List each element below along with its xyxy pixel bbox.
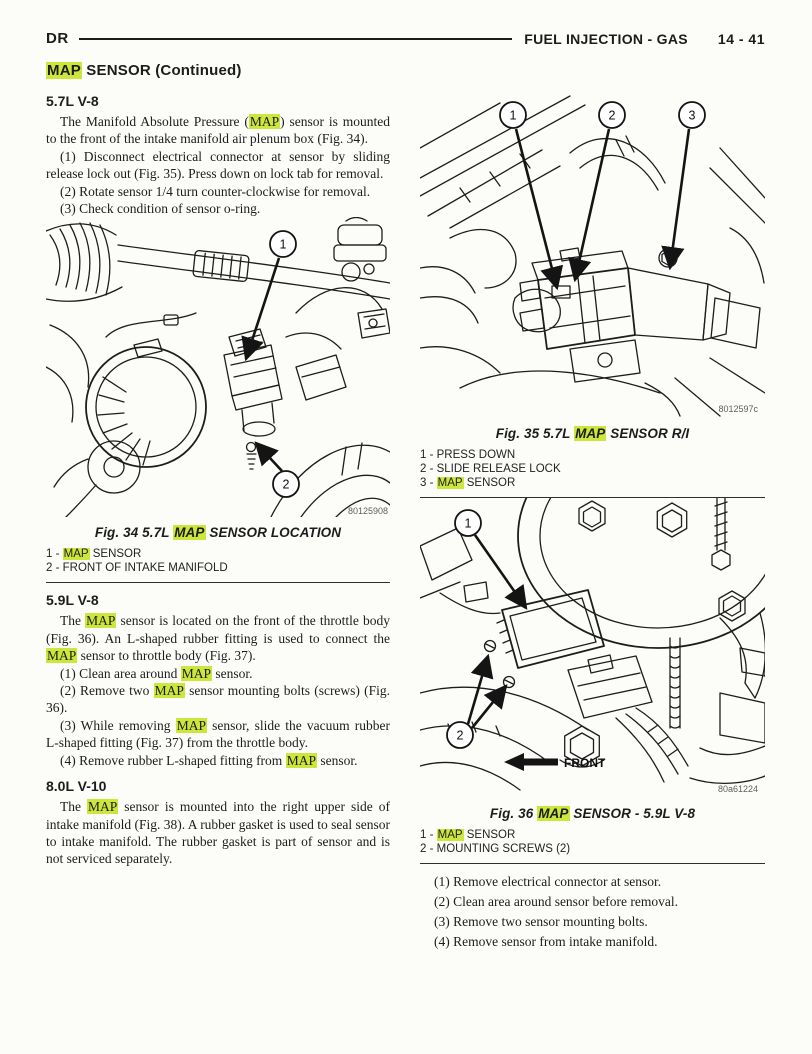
callout-number-1: 1 <box>509 108 517 123</box>
step-59l-1: (1) Clean area around MAP sensor. <box>60 665 253 681</box>
right-column-steps <box>420 872 765 952</box>
figure-34-watermark: 80125908 <box>347 506 388 517</box>
callout-number-2: 2 <box>608 108 616 123</box>
left-column <box>46 88 390 952</box>
figure-36-divider <box>420 863 765 864</box>
figure-34-line-art <box>46 217 390 517</box>
figure-35-legend-item-2: 2 - SLIDE RELEASE LOCK <box>420 463 561 475</box>
step-59l-3: (3) While removing MAP sensor, slide the vacuum rubber L-shaped fitting (Fig. 37) from the throttle body. <box>46 717 390 751</box>
figure-35-engine-illustration <box>420 88 765 418</box>
paragraph-59l-intro: The MAP sensor is located on the front of the throttle body (Fig. 36). An L-shaped rubber fitting is used to connect the MAP sensor to throttle body (Fig. 37). <box>46 613 390 664</box>
paragraph-57l-intro: The Manifold Absolute Pressure (MAP) sensor is mounted to the front of the intake manifold air plenum box (Fig. 34). <box>46 114 390 147</box>
figure-35-legend-item-1: 1 - PRESS DOWN <box>420 449 516 461</box>
figure-34-caption: Fig. 34 5.7L MAP SENSOR LOCATION <box>94 525 342 541</box>
paragraph-80l-intro: The MAP sensor is mounted into the right upper side of intake manifold (Fig. 38). A rubber gasket is used to seal sensor to intake manifold. The rubber gasket is part of sensor and is not serviced separately. <box>46 799 390 867</box>
continued-section-title: MAP SENSOR (Continued) <box>47 62 242 79</box>
step-57l-3: (3) Check condition of sensor o-ring. <box>60 201 261 217</box>
figure-36-engine-illustration <box>420 498 765 798</box>
callout-number-2: 2 <box>456 728 464 743</box>
page-header <box>46 30 765 48</box>
heading-59l-v8: 5.9L V-8 <box>46 592 99 609</box>
figure-34-engine-illustration <box>46 217 390 517</box>
figure-36-legend <box>420 828 765 856</box>
callout-number-3: 3 <box>688 108 696 123</box>
heading-80l-v10: 8.0L V-10 <box>46 778 107 795</box>
right-step-3: (3) Remove two sensor mounting bolts. <box>434 914 648 929</box>
header-section-title: FUEL INJECTION - GAS <box>524 31 688 47</box>
figure-36-legend-item-2: 2 - MOUNTING SCREWS (2) <box>420 843 571 855</box>
front-label: FRONT <box>564 756 606 770</box>
callout-number-2: 2 <box>282 477 290 492</box>
figure-35-line-art <box>420 88 765 418</box>
two-column-layout <box>46 88 765 952</box>
figure-35-watermark: 8012597c <box>718 404 758 414</box>
figure-34-legend <box>46 547 390 575</box>
right-step-4: (4) Remove sensor from intake manifold. <box>434 934 658 949</box>
right-column <box>420 88 765 952</box>
front-direction-arrow <box>504 753 558 771</box>
step-57l-2: (2) Rotate sensor 1/4 turn counter-clockwise for removal. <box>60 183 371 199</box>
right-step-1: (1) Remove electrical connector at sensor. <box>434 874 662 889</box>
right-step-2: (2) Clean area around sensor before removal. <box>434 894 679 909</box>
doc-code: DR <box>46 30 69 47</box>
step-59l-4: (4) Remove rubber L-shaped fitting from MAP sensor. <box>60 752 358 768</box>
step-59l-2: (2) Remove two MAP sensor mounting bolts (screws) (Fig. 36). <box>46 683 391 716</box>
figure-34-divider <box>46 582 390 583</box>
figure-35-legend-item-3: 3 - MAP SENSOR <box>420 477 516 489</box>
callout-number-1: 1 <box>464 516 472 531</box>
header-rule <box>79 38 513 40</box>
figure-36-caption: Fig. 36 MAP SENSOR - 5.9L V-8 <box>489 806 696 821</box>
figure-36-legend-item-1: 1 - MAP SENSOR <box>420 829 516 841</box>
figure-36-watermark: 80a61224 <box>717 784 758 794</box>
figure-34-legend-item-2: 2 - FRONT OF INTAKE MANIFOLD <box>46 562 228 575</box>
figure-35-caption: Fig. 35 5.7L MAP SENSOR R/I <box>495 426 690 441</box>
callout-number-1: 1 <box>279 237 287 252</box>
page-number: 14 - 41 <box>717 31 765 47</box>
heading-57l-v8: 5.7L V-8 <box>46 93 99 109</box>
step-57l-1: (1) Disconnect electrical connector at sensor by sliding release lock out (Fig. 35). Press down on lock tab for removal. <box>46 148 390 182</box>
figure-36-line-art <box>420 498 765 798</box>
figure-35-legend <box>420 448 765 490</box>
figure-34-legend-item-1: 1 - MAP SENSOR <box>46 548 142 561</box>
